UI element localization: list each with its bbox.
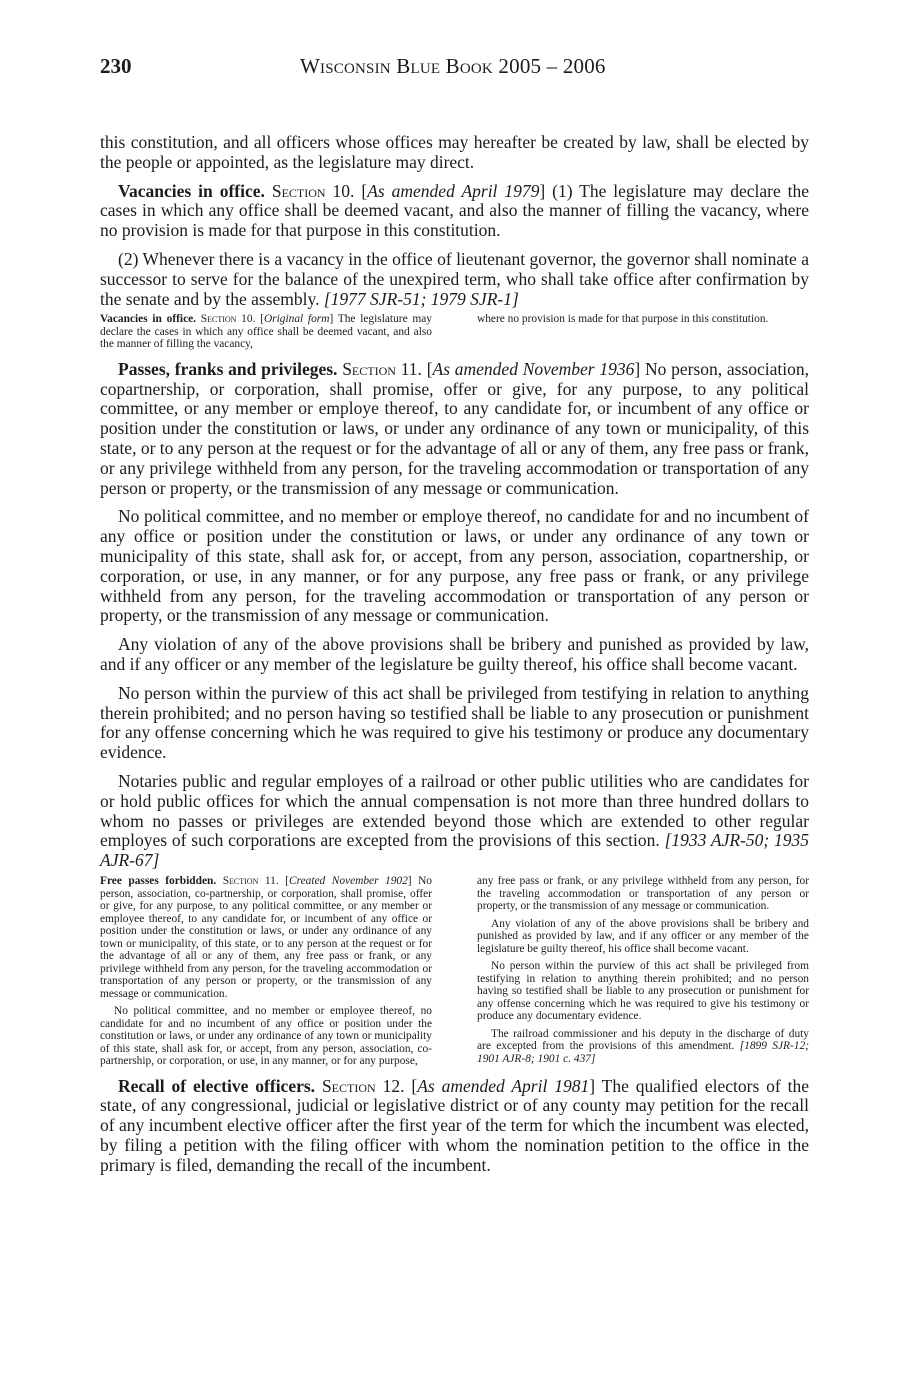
- section-10-p2-text: (2) Whenever there is a vacancy in the office of lieutenant governor, the governor shall nominate a successor to serve for the balance of the unexpired term, who shall take office after confirmation by the senate and by the assembly.: [100, 248, 809, 309]
- citation: [1899 SJR-12; 1901 AJR-8; 1901 c. 437]: [477, 1040, 809, 1065]
- section-11-paragraph-5: [100, 772, 809, 871]
- bracket-close: ]: [407, 875, 412, 887]
- section-10-heading: Vacancies in office.: [118, 180, 265, 201]
- section-10-paragraph-2: [100, 250, 809, 309]
- section-number: 11.: [400, 358, 422, 379]
- section-11-p5-text: Notaries public and regular employes of a railroad or other public utilities who are candidates for or hold public offices for which the annual compensation is not more than three hundred dollars to whom no passes or privileges are extended beyond those which are extended to other regular employes of such corporations are excepted from the provisions of this section.: [100, 771, 809, 851]
- note-right-paragraph-4: [477, 1028, 809, 1066]
- citation: [1977 SJR-51; 1979 SJR-1]: [323, 288, 519, 309]
- section-12-heading: Recall of elective officers.: [118, 1075, 316, 1096]
- note-right-p4-text: The railroad commissioner and his deputy in the discharge of duty are excepted from the provisions of this amendment.: [477, 1027, 809, 1052]
- note-column-left: [100, 875, 432, 1073]
- bracket-close: ]: [539, 180, 546, 201]
- section-label: Section: [342, 358, 396, 379]
- section-11-paragraph-2: No political committee, and no member or employe thereof, no candidate for and no incumbent of any office or position under the constitution or laws, or under any ordinance of any town or municipality of this state, shall ask for, or accept, from any person, association, copartnership, or corporation, or use, in any manner, or for any purpose, any free pass or frank, or any privilege withheld from any person, for the traveling accommodation or transportation of any person or property, or the transmission of any message or communication.: [100, 506, 809, 626]
- paragraph-continuation: this constitution, and all officers whose offices may hereafter be created by law, shall be elected by the people or appointed, as the legislature may direct.: [100, 132, 809, 172]
- note-section-number: 10.: [241, 313, 256, 326]
- bracket-close: ]: [634, 358, 641, 379]
- running-head: Wisconsin Blue Book 2005 – 2006: [300, 54, 606, 78]
- note-right-paragraph-3: No person within the purview of this act shall be privileged from testifying in relation to anything therein prohibited; and no person having so testified shall be liable to any prosecution or punishment for any offense concerning which he was required to give his testimony or produce any documentary evidence.: [477, 960, 809, 1022]
- note-right-paragraph-1: any free pass or frank, or any privilege withheld from any person, for the traveling accommodation or transportation of any person or property, or the transmission of any message or communication.: [477, 875, 809, 912]
- section-number: 10.: [332, 180, 355, 201]
- note-heading: Free passes forbidden.: [100, 875, 217, 887]
- bracket-open: [: [285, 875, 289, 887]
- page-number: 230: [100, 54, 132, 78]
- section-12-paragraph-1: [100, 1077, 809, 1176]
- section-11-paragraph-3: Any violation of any of the above provisions shall be bribery and punished as provided by law, and if any officer or any member of the legislature be guilty thereof, his office shall become vacant.: [100, 634, 809, 675]
- note-heading: Vacancies in office.: [100, 313, 197, 326]
- section-label: Section: [321, 1075, 376, 1096]
- section-11-paragraph-1: [100, 360, 809, 499]
- note-column-left: [100, 313, 432, 356]
- original-form-note-11: [100, 875, 809, 1073]
- bracket-open: [: [361, 180, 368, 201]
- amendment-date: As amended November 1936: [432, 358, 635, 379]
- bracket-open: [: [411, 1075, 418, 1096]
- amendment-date: As amended April 1981: [417, 1075, 590, 1096]
- note-right-paragraph-2: Any violation of any of the above provisions shall be bribery and punished as provided by law, and if any officer or any member of the legislature be guilty thereof, his office shall become vacant.: [477, 917, 809, 955]
- note-section-label: Section: [200, 313, 237, 326]
- note-section-label: Section: [222, 875, 259, 887]
- note-right-text: where no provision is made for that purpose in this constitution.: [477, 313, 769, 326]
- section-11-paragraph-4: No person within the purview of this act shall be privileged from testifying in relation to anything therein prohibited; and no person having so testified shall be liable to any prosecution or punishment for any offense concerning which he was required to give his testimony or produce any documentary evidence.: [100, 682, 809, 763]
- amendment-date: As amended April 1979: [367, 180, 540, 201]
- original-form-note-10: [100, 313, 809, 356]
- citation: [1933 AJR-50; 1935 AJR-67]: [100, 830, 809, 871]
- note-label: Created November 1902: [288, 875, 408, 887]
- section-12-text: The qualified electors of the state, of any congressional, judicial or legislative district or of any county may petition for the recall of any incumbent elective officer after the first year of the term for which the incumbent was elected, by filing a petition with the filing officer with whom the nomination petition to the office in the primary is filed, demanding the recall of the incumbent.: [100, 1075, 810, 1175]
- section-10-paragraph-1: [100, 182, 809, 241]
- note-column-right: [477, 313, 809, 356]
- bracket-close: ]: [329, 313, 334, 326]
- note-left-text: No person, association, co-partnership, or corporation, shall promise, offer or give, for any purpose, to any political committee, or any member or employee thereof, to any candidate for, or incumbent of any office or position under the constitution or laws, or under any ordinance of any town or municipality, of this state, or to any person at the request or for the advantage of all or any of them, any free pass or frank, or any privilege withheld from any person, for the traveling accommodation or transportation of any person or property, or the transmission of any message or communication.: [100, 875, 432, 1000]
- bracket-open: [: [260, 313, 264, 326]
- bracket-close: ]: [589, 1075, 596, 1096]
- page-content: [100, 133, 809, 1184]
- note-left-paragraph-2: No political committee, and no member or employee thereof, no candidate for and no incumbent of any office or position under the constitution or laws, or under any ordinance of any town or municipality of this state, shall ask for, or accept, from any person, association, co-partnership, or corporation, or use, in any manner, or for any purpose,: [100, 1005, 432, 1067]
- section-label: Section: [271, 180, 326, 201]
- section-11-heading: Passes, franks and privileges.: [118, 358, 338, 379]
- section-10-text: (1) The legislature may declare the cases in which any office shall be deemed vacant, and also the manner of filling the vacancy, where no provision is made for that purpose in this constitution.: [100, 180, 810, 241]
- note-section-number: 11.: [264, 875, 279, 887]
- section-number: 12.: [382, 1075, 405, 1096]
- bracket-open: [: [426, 358, 433, 379]
- note-label: Original form: [263, 313, 330, 326]
- section-11-text: No person, association, copartnership, or corporation, shall promise, offer or give, for any purpose, to any political committee, or any member or employe thereof, to any candidate for, or incumbent of any office or position under the constitution or laws, or under any ordinance of any town or municipality, of this state, or to any person at the request or for the advantage of all or any of them, any free pass or frank, or any privilege withheld from any person, for the traveling accommodation or transportation of any person or property, or the transmission of any message or communication.: [100, 358, 810, 498]
- note-left-text: The legislature may declare the cases in which any office shall be deemed vacant, and also the manner of filling the vacancy,: [100, 313, 432, 351]
- note-column-right: [477, 875, 809, 1073]
